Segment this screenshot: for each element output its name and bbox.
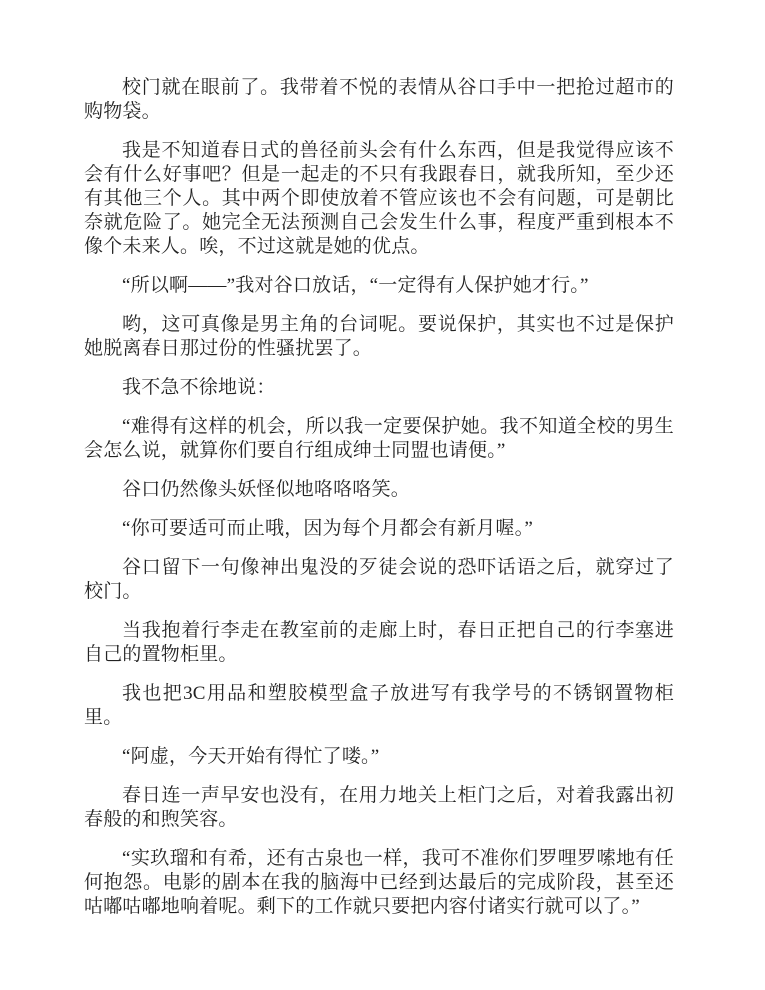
paragraph-06: “难得有这样的机会，所以我一定要保护她。我不知道全校的男生会怎么说，就算你们要自行组成绅士同盟也请便。” <box>84 416 674 461</box>
paragraph-02: 我是不知道春日式的兽径前头会有什么东西，但是我觉得应该不会有什么好事吧？但是一起走的不只有我跟春日，就我所知，至少还有其他三个人。其中两个即使放着不管应该也不会有问题，可是朝比奈就危险了。她完全无法预测自己会发生什么事，程度严重到根本不像个未来人。唉，不过这就是她的优点。 <box>84 140 674 257</box>
paragraph-10: 当我抱着行李走在教室前的走廊上时，春日正把自己的行李塞进自己的置物柜里。 <box>84 620 674 665</box>
paragraph-03: “所以啊——”我对谷口放话，“一定得有人保护她才行。” <box>122 275 589 296</box>
paragraph-09: 谷口留下一句像神出鬼没的歹徒会说的恐吓话语之后，就穿过了校门。 <box>84 557 674 602</box>
paragraph-07: 谷口仍然像头妖怪似地咯咯咯笑。 <box>122 479 411 500</box>
paragraph-13: 春日连一声早安也没有，在用力地关上柜门之后，对着我露出初春般的和煦笑容。 <box>84 785 674 830</box>
paragraph-01: 校门就在眼前了。我带着不悦的表情从谷口手中一把抢过超市的购物袋。 <box>84 77 674 122</box>
paragraph-04: 哟，这可真像是男主角的台词呢。要说保护，其实也不过是保护她脱离春日那过份的性骚扰罢了。 <box>84 314 674 359</box>
paragraph-11: 我也把3C用品和塑胶模型盒子放进写有我学号的不锈钢置物柜里。 <box>84 683 674 728</box>
paragraph-12: “阿虚，今天开始有得忙了喽。” <box>122 746 380 767</box>
paragraph-08: “你可要适可而止哦，因为每个月都会有新月喔。” <box>122 518 533 539</box>
paragraph-14: “实玖瑠和有希，还有古泉也一样，我可不准你们罗哩罗嗦地有任何抱怨。电影的剧本在我的脑海中已经到达最后的完成阶段，甚至还咕嘟咕嘟地响着呢。剩下的工作就只要把内容付诸实行就可以了。” <box>84 848 674 917</box>
paragraph-05: 我不急不徐地说： <box>122 377 276 398</box>
